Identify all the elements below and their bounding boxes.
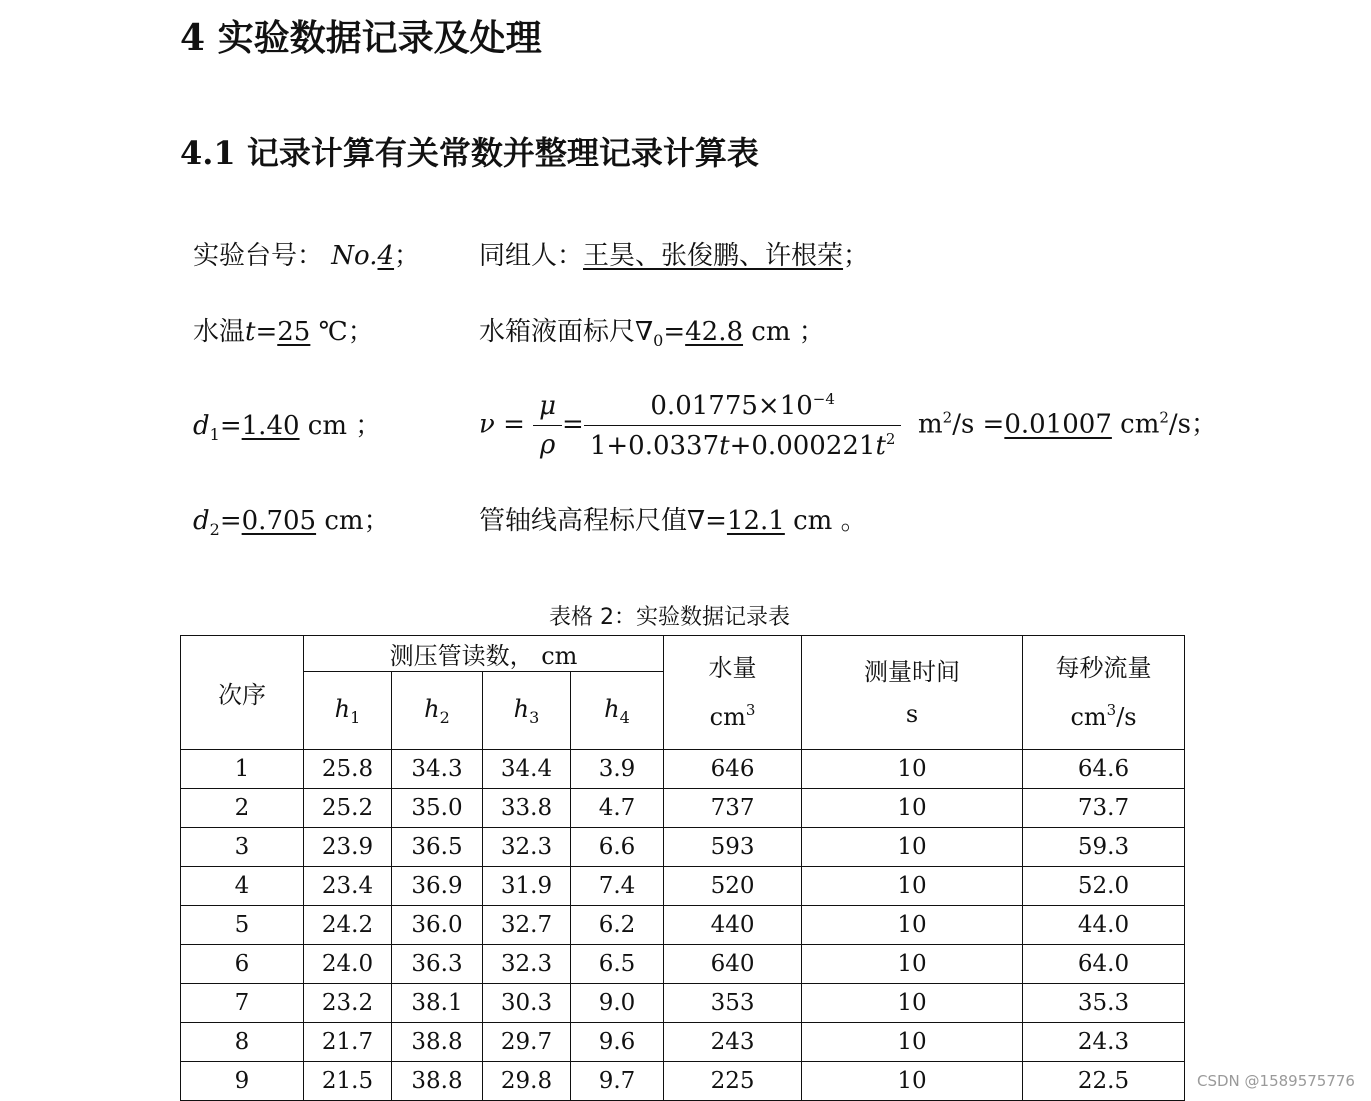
header-order: 次序 (181, 636, 304, 750)
cell-h1: 25.2 (304, 789, 392, 828)
formula-numerator (584, 390, 902, 426)
data-table (180, 635, 1185, 1101)
table-row (181, 867, 1185, 906)
station-field (193, 240, 420, 272)
separator: ； (363, 506, 390, 536)
cell-h3: 32.7 (483, 906, 571, 945)
cell-h4: 7.4 (571, 867, 664, 906)
table-row (181, 828, 1185, 867)
header-time-unit: s (905, 699, 919, 728)
cell-order: 7 (181, 984, 304, 1023)
station-label: 实验台号： (193, 241, 324, 271)
cell-time: 10 (802, 750, 1023, 789)
unit1: m (917, 409, 943, 440)
header-flow-exp: 3 (1106, 701, 1117, 719)
temperature-var: t (245, 317, 256, 347)
tank-level-sub: 0 (653, 331, 664, 350)
cell-flow: 24.3 (1023, 1023, 1185, 1062)
d2-field: $d_2=0.705$ cm； (193, 506, 390, 539)
cell-h1: 23.4 (304, 867, 392, 906)
cell-h4: 3.9 (571, 750, 664, 789)
h-sub: 4 (619, 707, 630, 727)
cell-h4: 9.6 (571, 1023, 664, 1062)
cell-h1: 23.9 (304, 828, 392, 867)
header-volume-unit: cm (709, 703, 746, 731)
table-row (181, 984, 1185, 1023)
unit2-exp: 2 (1159, 408, 1169, 427)
cell-volume: 353 (664, 984, 802, 1023)
temperature-label: 水温 (193, 317, 246, 347)
cell-time: 10 (802, 906, 1023, 945)
viscosity-result: 0.01007 (1004, 409, 1112, 440)
cell-time: 10 (802, 1062, 1023, 1101)
formula-denominator (584, 426, 902, 461)
table-row (181, 750, 1185, 789)
temperature-unit: ℃ (318, 317, 348, 347)
cell-order: 5 (181, 906, 304, 945)
cell-h2: 36.9 (392, 867, 483, 906)
axis-elevation-field (479, 505, 867, 537)
cell-order: 3 (181, 828, 304, 867)
h-var: h (334, 694, 351, 723)
denominator-t2: t (875, 431, 886, 461)
tank-level-field: 水箱液面标尺$\nabla_0=42.8$ cm ； (479, 317, 825, 350)
cell-h3: 30.3 (483, 984, 571, 1023)
members-field (479, 240, 869, 272)
cell-volume: 520 (664, 867, 802, 906)
cell-order: 6 (181, 945, 304, 984)
h-sub: 3 (529, 707, 540, 727)
table-row (181, 945, 1185, 984)
h-sub: 1 (350, 707, 361, 727)
cell-h2: 36.3 (392, 945, 483, 984)
cell-order: 1 (181, 750, 304, 789)
d2-unit: cm (324, 506, 364, 536)
cell-h3: 31.9 (483, 867, 571, 906)
denominator-t: t (719, 431, 730, 461)
mu-symbol: μ (533, 391, 562, 426)
cell-h2: 35.0 (392, 789, 483, 828)
cell-time: 10 (802, 945, 1023, 984)
h-var: h (513, 694, 530, 723)
table-caption: 表格 2：实验数据记录表 (549, 605, 790, 630)
cell-h1: 24.2 (304, 906, 392, 945)
cell-volume: 440 (664, 906, 802, 945)
header-flow-unit: cm (1070, 703, 1107, 731)
cell-h4: 6.5 (571, 945, 664, 984)
table-row (181, 789, 1185, 828)
denominator-exp: 2 (885, 430, 896, 448)
temperature-field: 水温t=25 ℃； (193, 317, 374, 347)
d2-value: 0.705 (241, 506, 317, 536)
cell-h2: 36.0 (392, 906, 483, 945)
header-h4 (571, 672, 664, 750)
header-h3 (483, 672, 571, 750)
header-volume-exp: 3 (745, 701, 756, 719)
station-prefix: No. (331, 241, 378, 271)
cell-order: 8 (181, 1023, 304, 1062)
viscosity-fraction (584, 390, 902, 461)
cell-time: 10 (802, 828, 1023, 867)
cell-volume: 243 (664, 1023, 802, 1062)
d1-var: d (193, 411, 210, 441)
cell-h3: 34.4 (483, 750, 571, 789)
table-body (181, 750, 1185, 1101)
unit1-exp: 2 (942, 408, 953, 427)
axis-elevation-value: 12.1 (726, 506, 785, 536)
cell-h4: 9.0 (571, 984, 664, 1023)
viscosity-formula: ν = $\frac{\mu}{\rho}$ = $\frac{0.01775\times 10^{-4}}{1+0.0337t+0.000221t^2}$ $m^2/s =0.01007$ $cm^2/s$； (479, 390, 1218, 461)
header-row (181, 636, 1185, 672)
cell-order: 2 (181, 789, 304, 828)
header-h1 (304, 672, 392, 750)
cell-h1: 21.5 (304, 1062, 392, 1101)
header-flow (1023, 636, 1185, 750)
cell-flow: 64.0 (1023, 945, 1185, 984)
h-sub: 2 (439, 707, 450, 727)
cell-volume: 640 (664, 945, 802, 984)
cell-volume: 225 (664, 1062, 802, 1101)
d2-sub: 2 (209, 520, 220, 539)
cell-h4: 9.7 (571, 1062, 664, 1101)
temperature-value: 25 (277, 317, 311, 347)
rho-symbol: ρ (539, 430, 556, 460)
cell-flow: 44.0 (1023, 906, 1185, 945)
cell-h2: 38.1 (392, 984, 483, 1023)
header-time (802, 636, 1023, 750)
cell-h1: 24.0 (304, 945, 392, 984)
cell-h2: 38.8 (392, 1023, 483, 1062)
nu-symbol: ν (479, 409, 495, 440)
station-value: 4 (377, 241, 395, 271)
cell-h4: 6.2 (571, 906, 664, 945)
cell-h3: 32.3 (483, 945, 571, 984)
d1-sub: 1 (209, 425, 220, 444)
header-volume (664, 636, 802, 750)
denominator-text: 1+0.0337 (589, 431, 720, 461)
cell-flow: 73.7 (1023, 789, 1185, 828)
unit2-tail: /s； (1168, 409, 1218, 440)
cell-h2: 36.5 (392, 828, 483, 867)
separator: ； (798, 317, 825, 347)
cell-volume: 737 (664, 789, 802, 828)
header-piezometer-group: 测压管读数， cm (304, 636, 664, 672)
cell-flow: 64.6 (1023, 750, 1185, 789)
d1-value: 1.40 (241, 411, 300, 441)
h-var: h (424, 694, 440, 723)
cell-h3: 33.8 (483, 789, 571, 828)
members-value: 王昊、张俊鹏、许根荣 (583, 241, 844, 271)
numerator-exp: −4 (812, 390, 835, 408)
unit1-tail: /s = (952, 409, 1005, 440)
cell-h1: 25.8 (304, 750, 392, 789)
unit2: cm (1120, 409, 1160, 440)
separator: ； (394, 241, 421, 271)
separator: ； (347, 317, 374, 347)
tank-level-unit: cm (751, 317, 791, 347)
cell-h3: 32.3 (483, 828, 571, 867)
separator: ； (843, 241, 870, 271)
tank-level-value: 42.8 (685, 317, 744, 347)
d2-var: d (193, 506, 210, 536)
subsection-heading: 4.1 记录计算有关常数并整理记录计算表 (180, 134, 759, 172)
separator: ； (355, 411, 382, 441)
members-label: 同组人： (479, 241, 584, 271)
header-time-label: 测量时间 (864, 657, 961, 686)
axis-elevation-label: 管轴线高程标尺值∇= (479, 506, 727, 536)
cell-time: 10 (802, 984, 1023, 1023)
cell-h4: 4.7 (571, 789, 664, 828)
cell-h1: 23.2 (304, 984, 392, 1023)
header-h2 (392, 672, 483, 750)
cell-h2: 38.8 (392, 1062, 483, 1101)
cell-h4: 6.6 (571, 828, 664, 867)
cell-h3: 29.8 (483, 1062, 571, 1101)
h-var: h (604, 694, 620, 723)
cell-h1: 21.7 (304, 1023, 392, 1062)
table-row (181, 1062, 1185, 1101)
cell-time: 10 (802, 789, 1023, 828)
cell-volume: 593 (664, 828, 802, 867)
cell-time: 10 (802, 867, 1023, 906)
watermark: CSDN @1589575776 (1197, 1072, 1355, 1090)
mu-rho-fraction (533, 391, 562, 460)
header-flow-tail: /s (1116, 703, 1137, 731)
d1-field: $d_1=1.40$ cm ； (193, 411, 382, 444)
denominator-mid: +0.000221 (729, 431, 876, 461)
cell-h2: 34.3 (392, 750, 483, 789)
cell-flow: 35.3 (1023, 984, 1185, 1023)
cell-flow: 22.5 (1023, 1062, 1185, 1101)
table-row (181, 906, 1185, 945)
d1-unit: cm (307, 411, 348, 441)
cell-time: 10 (802, 1023, 1023, 1062)
numerator-text: 0.01775×10 (650, 391, 813, 421)
header-volume-label: 水量 (708, 654, 757, 682)
cell-h3: 29.7 (483, 1023, 571, 1062)
tank-level-label: 水箱液面标尺∇ (479, 317, 654, 347)
cell-flow: 52.0 (1023, 867, 1185, 906)
end-mark: 。 (840, 506, 867, 536)
header-flow-label: 每秒流量 (1055, 654, 1152, 682)
cell-flow: 59.3 (1023, 828, 1185, 867)
axis-elevation-unit: cm (793, 506, 833, 536)
cell-volume: 646 (664, 750, 802, 789)
cell-order: 4 (181, 867, 304, 906)
cell-order: 9 (181, 1062, 304, 1101)
table-row (181, 1023, 1185, 1062)
section-heading: 4 实验数据记录及处理 (180, 17, 542, 59)
